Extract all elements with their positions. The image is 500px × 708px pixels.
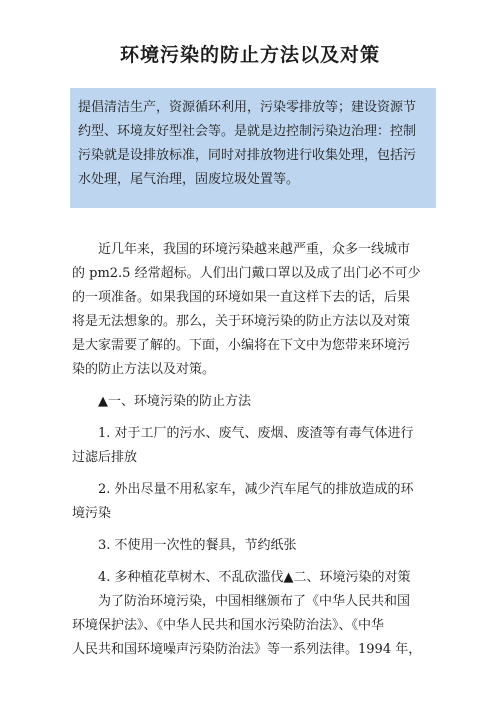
summary-line: 约型、环境友好型社会等。是就是边控制污染边治理：控制 bbox=[78, 124, 417, 139]
summary-line: 水处理，尾气治理，固废垃圾处置等。 bbox=[78, 172, 300, 187]
list-item-line: 过滤后排放 bbox=[72, 450, 138, 465]
document-title: 环境污染的防止方法以及对策 bbox=[119, 44, 380, 66]
summary-line: 提倡清洁生产，资源循环利用，污染零排放等；建设资源节 bbox=[78, 100, 417, 115]
list-item-line: 境污染 bbox=[72, 506, 112, 521]
article-body bbox=[72, 238, 444, 662]
summary-line: 污染就是设排放标准，同时对排放物进行收集处理，包括污 bbox=[78, 148, 417, 163]
section2-line: 环境保护法》、《中华人民共和国水污染防治法》、《中华 bbox=[72, 618, 385, 633]
intro-line: 近几年来，我国的环境污染越来越严重，众多一线城市 bbox=[72, 242, 411, 257]
paragraph-gap bbox=[72, 414, 444, 422]
intro-line: 是大家需要了解的。下面，小编将在下文中为您带来环境污 bbox=[72, 338, 411, 353]
paragraph-gap bbox=[72, 558, 444, 566]
intro-line: 将是无法想象的。那么，关于环境污染的防止方法以及对策 bbox=[72, 314, 411, 329]
intro-line: 的 pm2.5 经常超标。人们出门戴口罩以及成了出门必不可少 bbox=[72, 266, 421, 281]
list-item-line: 4. 多种植花草树木、不乱砍滥伐▲二、环境污染的对策 bbox=[72, 570, 411, 585]
intro-line: 染的防止方法以及对策。 bbox=[72, 362, 216, 377]
section-heading: ▲一、环境污染的防止方法 bbox=[72, 394, 251, 409]
intro-line: 的一项准备。如果我国的环境如果一直这样下去的话，后果 bbox=[72, 290, 411, 305]
paragraph-gap bbox=[72, 470, 444, 478]
list-item-line: 1. 对于工厂的污水、废气、废烟、废渣等有毒气体进行 bbox=[72, 426, 414, 441]
list-item-line: 3. 不使用一次性的餐具，节约纸张 bbox=[72, 538, 297, 553]
section2-line: 人民共和国环境噪声污染防治法》等一系列法律。1994 年， bbox=[72, 642, 422, 657]
section2-line: 为了防治环境污染，中国相继颁布了《中华人民共和国 bbox=[72, 594, 411, 609]
list-item-line: 2. 外出尽量不用私家车，减少汽车尾气的排放造成的环 bbox=[72, 482, 414, 497]
paragraph-gap bbox=[72, 526, 444, 534]
paragraph-gap bbox=[72, 382, 444, 390]
summary-box bbox=[70, 88, 436, 208]
